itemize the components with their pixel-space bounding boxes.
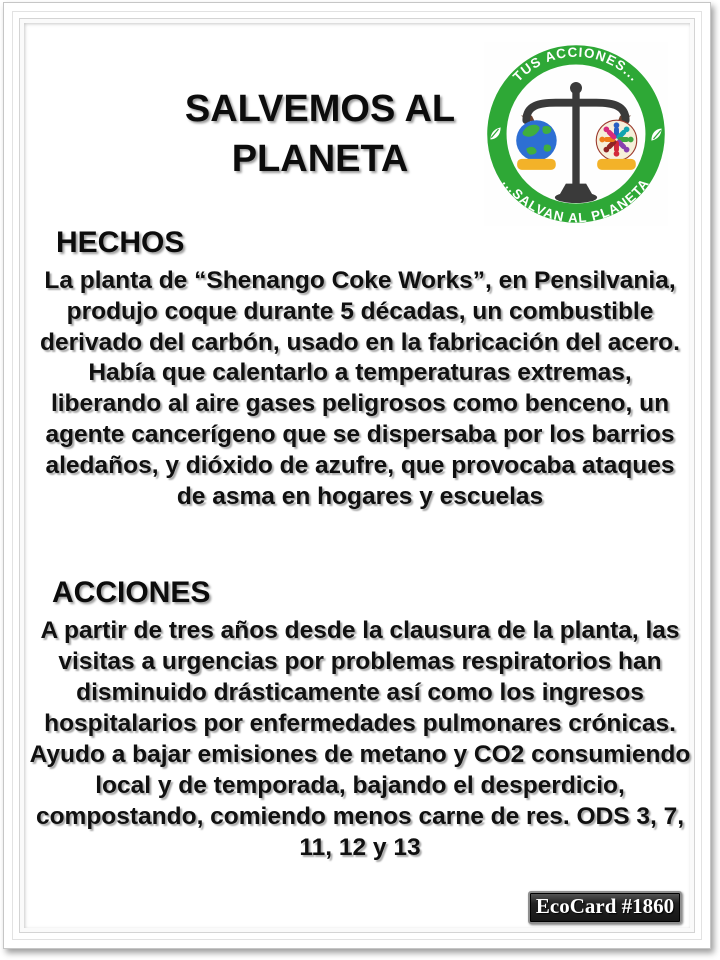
- slide-title: SALVEMOS AL PLANETA: [184, 88, 456, 180]
- tus-acciones-logo: [484, 42, 668, 226]
- pan-right: [597, 159, 636, 170]
- section-heading-hechos: HECHOS: [56, 226, 185, 259]
- pan-left: [517, 159, 556, 170]
- globe-icon: [516, 120, 556, 170]
- logo-arc-top-text: TUS ACCIONES...: [510, 44, 643, 85]
- logo-arc-bottom-text: ...SALVAN AL PLANETA: [499, 175, 653, 226]
- ecocard-badge: EcoCard #1860: [528, 891, 682, 924]
- people-circle-icon: [596, 120, 636, 170]
- section-heading-acciones: ACCIONES: [52, 576, 211, 609]
- section-body-acciones: A partir de tres años desde la clausura de la planta, las visitas a urgencias por problemas respiratorios han disminuido drásticamente así como los ingresos hospitalarios por enfermedades pulmonares crónicas. Ayudo a bajar emisiones de metano y CO2 consumiendo local y de temporada, bajando el desperdicio, compostando, comiendo menos carne de res. ODS 3, 7, 11, 12 y 13: [29, 617, 691, 861]
- section-body-hechos: La planta de “Shenango Coke Works”, en Pensilvania, produjo coque durante 5 décadas, un combustible derivado del carbón, usado en la fabricación del acero. Había que calentarlo a temperaturas extremas, liberando al aire gases peligrosos como benceno, un agente cancerígeno que se dispersaba por los barrios aledaños, y dióxido de azufre, que provocaba ataques de asma en hogares y escuelas: [40, 267, 680, 510]
- scale-planet-logo-icon: [484, 42, 668, 226]
